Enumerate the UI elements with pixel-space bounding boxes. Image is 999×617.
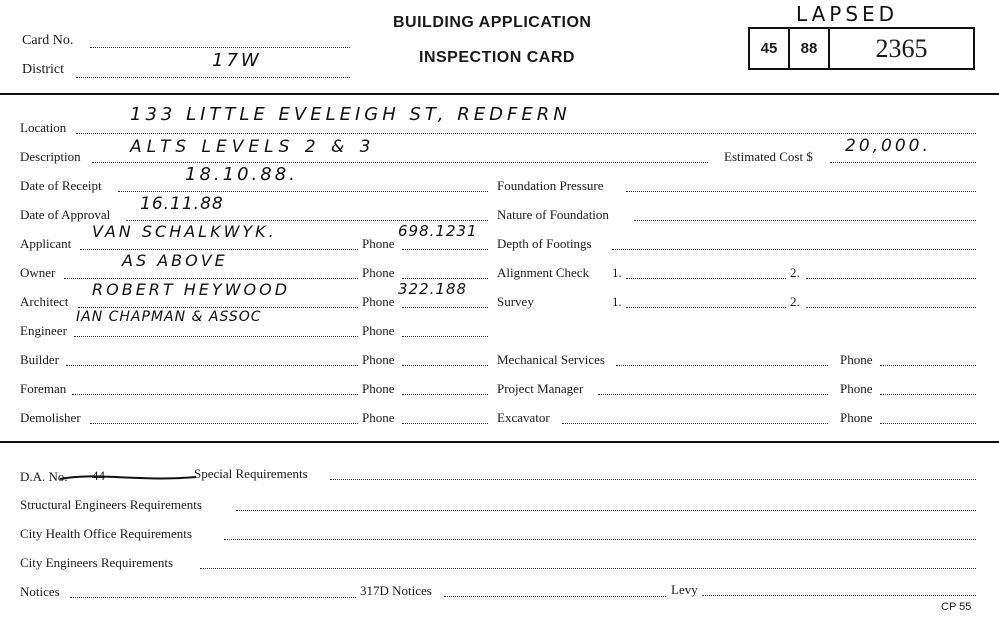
- estimated-cost-label: Estimated Cost $: [724, 149, 813, 164]
- engineer-field[interactable]: [74, 336, 358, 337]
- city-engineers-field[interactable]: [200, 568, 976, 569]
- box-cell-2-text: 88: [800, 40, 818, 57]
- architect-field[interactable]: [78, 307, 358, 308]
- demolisher-phone-label: Phone: [362, 410, 395, 425]
- title-line2: INSPECTION CARD: [419, 49, 575, 66]
- estimated-cost-field[interactable]: [830, 162, 976, 163]
- foundation-pressure-field[interactable]: [626, 191, 976, 192]
- owner-label: Owner: [20, 265, 56, 280]
- project-manager-phone-field[interactable]: [880, 394, 976, 395]
- applicant-field[interactable]: [80, 249, 358, 250]
- excavator-label: Excavator: [497, 410, 550, 425]
- architect-phone-value: 322.188: [398, 280, 468, 298]
- architect-value: ROBERT HEYWOOD: [92, 280, 291, 299]
- owner-phone-field[interactable]: [402, 278, 488, 279]
- demolisher-field[interactable]: [90, 423, 358, 424]
- foreman-phone-field[interactable]: [402, 394, 488, 395]
- health-field[interactable]: [224, 539, 976, 540]
- owner-field[interactable]: [64, 278, 358, 279]
- notices-field[interactable]: [70, 597, 356, 598]
- foreman-phone-label: Phone: [362, 381, 395, 396]
- box-number-text: 2365: [875, 33, 928, 63]
- title-line1: BUILDING APPLICATION: [393, 14, 592, 31]
- city-engineers-label: City Engineers Requirements: [20, 555, 174, 570]
- architect-phone-label: Phone: [362, 294, 395, 309]
- survey-num1: 1.: [612, 294, 622, 309]
- applicant-phone-field[interactable]: [402, 249, 488, 250]
- levy-field[interactable]: [702, 595, 976, 596]
- date-approval-label: Date of Approval: [20, 207, 111, 222]
- da-no-strikethrough: [58, 470, 198, 484]
- header-rule: [0, 93, 999, 95]
- mechanical-label: Mechanical Services: [497, 352, 605, 367]
- date-receipt-label: Date of Receipt: [20, 178, 102, 193]
- owner-value: AS ABOVE: [122, 251, 228, 270]
- date-approval-value: 16.11.88: [140, 194, 224, 214]
- structural-label: Structural Engineers Requirements: [20, 497, 202, 512]
- architect-phone-field[interactable]: [402, 307, 488, 308]
- section-rule: [0, 441, 999, 443]
- box-cell-2: [790, 29, 830, 68]
- applicant-label: Applicant: [20, 236, 72, 251]
- health-label: City Health Office Requirements: [20, 526, 192, 541]
- location-value: 133 LITTLE EVELEIGH ST, REDFERN: [130, 104, 571, 125]
- description-label: Description: [20, 149, 81, 164]
- da-no-label: D.A. No.: [20, 469, 68, 484]
- notices-317d-label: 317D Notices: [360, 583, 432, 598]
- engineer-phone-field[interactable]: [402, 336, 488, 337]
- engineer-phone-label: Phone: [362, 323, 395, 338]
- builder-phone-field[interactable]: [402, 365, 488, 366]
- application-number-box: [748, 27, 975, 70]
- levy-label: Levy: [671, 582, 698, 597]
- survey-field-2[interactable]: [806, 307, 976, 308]
- box-number: [830, 29, 973, 68]
- district-label: District: [22, 62, 64, 77]
- card-no-label: Card No.: [22, 33, 74, 48]
- alignment-check-label: Alignment Check: [497, 265, 590, 280]
- depth-footings-label: Depth of Footings: [497, 236, 592, 251]
- description-value: ALTS LEVELS 2 & 3: [130, 137, 376, 157]
- survey-num2: 2.: [790, 294, 800, 309]
- notices-317d-field[interactable]: [444, 596, 666, 597]
- builder-label: Builder: [20, 352, 59, 367]
- alignment-field-2[interactable]: [806, 278, 976, 279]
- survey-label: Survey: [497, 294, 534, 309]
- date-receipt-value: 18.10.88.: [185, 164, 298, 185]
- location-field[interactable]: [76, 133, 976, 134]
- demolisher-phone-field[interactable]: [402, 423, 488, 424]
- da-no-value: 44: [92, 468, 105, 483]
- special-requirements-field[interactable]: [330, 479, 976, 480]
- mechanical-field[interactable]: [616, 365, 828, 366]
- demolisher-label: Demolisher: [20, 410, 81, 425]
- applicant-value: VAN SCHALKWYK.: [92, 222, 277, 241]
- mechanical-phone-field[interactable]: [880, 365, 976, 366]
- excavator-field[interactable]: [562, 423, 828, 424]
- excavator-phone-label: Phone: [840, 410, 873, 425]
- alignment-num2: 2.: [790, 265, 800, 280]
- builder-field[interactable]: [66, 365, 358, 366]
- special-requirements-label: Special Requirements: [194, 466, 308, 481]
- owner-phone-label: Phone: [362, 265, 395, 280]
- lapsed-stamp: LAPSED: [796, 2, 899, 26]
- form-code: CP 55: [941, 601, 972, 613]
- date-approval-field[interactable]: [126, 220, 488, 221]
- foundation-pressure-label: Foundation Pressure: [497, 178, 604, 193]
- notices-label: Notices: [20, 584, 60, 599]
- applicant-phone-value: 698.1231: [398, 222, 478, 240]
- builder-phone-label: Phone: [362, 352, 395, 367]
- survey-field-1[interactable]: [626, 307, 786, 308]
- nature-foundation-label: Nature of Foundation: [497, 207, 609, 222]
- foreman-label: Foreman: [20, 381, 67, 396]
- mechanical-phone-label: Phone: [840, 352, 873, 367]
- engineer-label: Engineer: [20, 323, 67, 338]
- box-cell-1-text: 45: [760, 40, 778, 57]
- applicant-phone-label: Phone: [362, 236, 395, 251]
- excavator-phone-field[interactable]: [880, 423, 976, 424]
- depth-footings-field[interactable]: [612, 249, 976, 250]
- date-receipt-field[interactable]: [118, 191, 488, 192]
- box-cell-1: [750, 29, 790, 68]
- estimated-cost-value: 20,000.: [845, 136, 931, 156]
- nature-foundation-field[interactable]: [634, 220, 976, 221]
- card-no-field[interactable]: [90, 47, 350, 48]
- description-field[interactable]: [92, 162, 708, 163]
- engineer-value: IAN CHAPMAN & ASSOC: [76, 309, 262, 325]
- structural-field[interactable]: [236, 510, 976, 511]
- district-field[interactable]: [76, 77, 350, 78]
- alignment-field-1[interactable]: [626, 278, 786, 279]
- location-label: Location: [20, 120, 67, 135]
- project-manager-label: Project Manager: [497, 381, 584, 396]
- project-manager-field[interactable]: [598, 394, 828, 395]
- district-value: 17W: [212, 50, 262, 71]
- foreman-field[interactable]: [72, 394, 358, 395]
- alignment-num1: 1.: [612, 265, 622, 280]
- architect-label: Architect: [20, 294, 69, 309]
- project-manager-phone-label: Phone: [840, 381, 873, 396]
